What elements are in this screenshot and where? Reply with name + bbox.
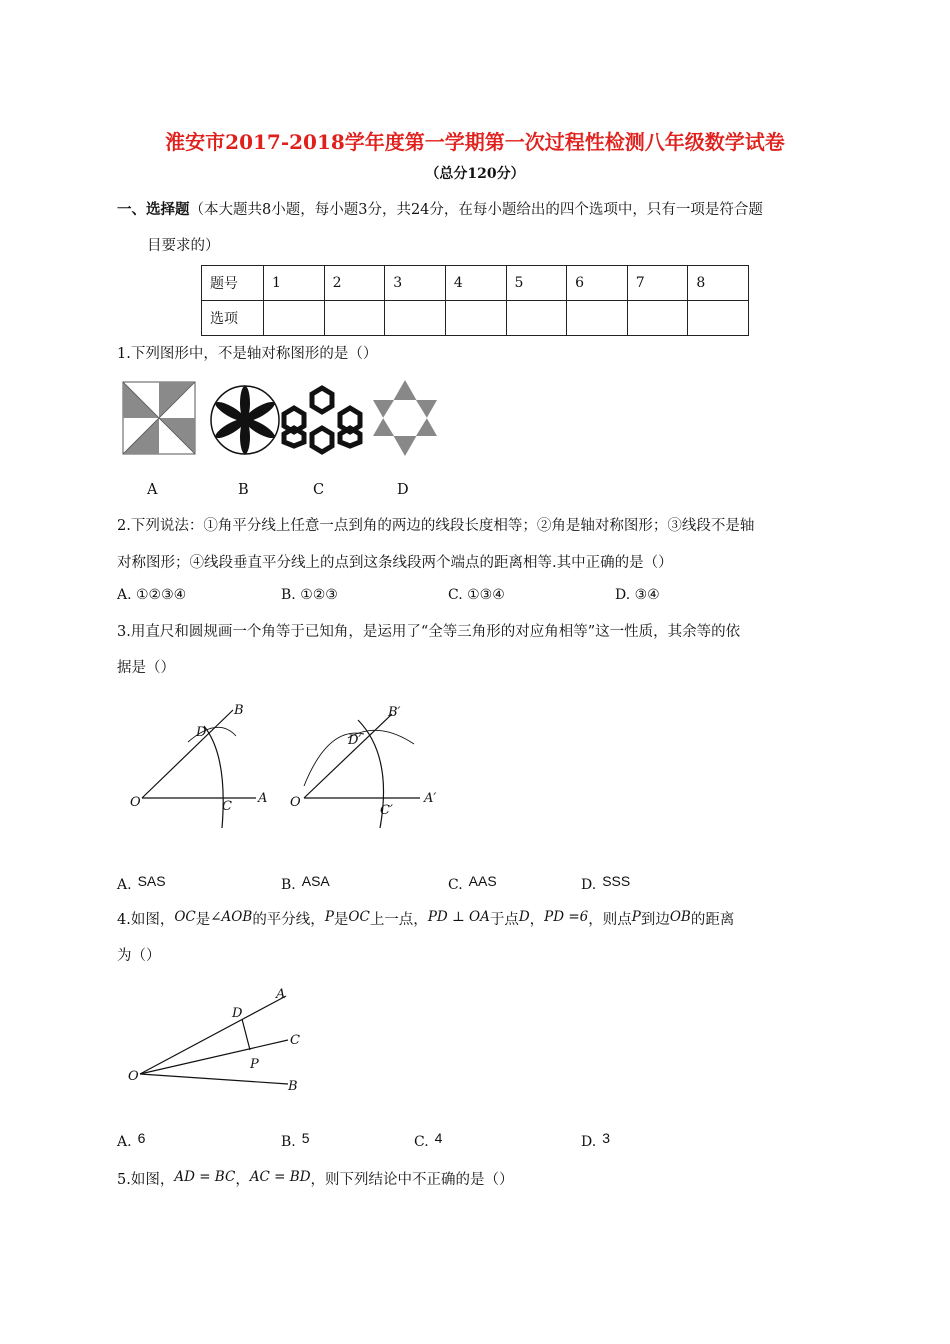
- table-row: [202, 266, 749, 301]
- q3-line1: 3.用直尺和圆规画一个角等于已知角，是运用了“全等三角形的对应角相等”这一性质，其余等的依: [117, 624, 741, 640]
- option-letter: D.: [581, 1134, 597, 1150]
- q1-figures: [118, 376, 448, 466]
- hexagon-ring-figure: [284, 388, 360, 452]
- q1-label-b: B: [238, 482, 249, 498]
- q4-text: 4.如图，: [117, 912, 175, 928]
- answer-cell[interactable]: [506, 301, 567, 336]
- q4-math: P: [631, 909, 641, 925]
- q4-label-d: D: [232, 1006, 243, 1021]
- q3-option-a[interactable]: [117, 873, 166, 893]
- q4-math: D: [518, 909, 530, 925]
- option-value: SSS: [602, 873, 631, 889]
- q4-text: ，则点: [588, 912, 632, 928]
- option-letter: A.: [117, 877, 132, 893]
- section-desc-line2: 目要求的）: [147, 238, 220, 254]
- q2-option-b[interactable]: B. ①②③: [281, 587, 338, 603]
- q4-text: 是: [195, 912, 211, 928]
- q3-left-label-o: O: [130, 795, 141, 810]
- answer-cell[interactable]: [688, 301, 749, 336]
- option-value: ASA: [301, 873, 330, 889]
- option-value: 3: [602, 1130, 610, 1146]
- option-value: 5: [301, 1130, 310, 1146]
- q3-left-label-d: D: [196, 725, 207, 740]
- q2-option-a[interactable]: A. ①②③④: [117, 587, 187, 603]
- q5-math: AD = BC: [174, 1169, 236, 1185]
- section-desc-line1: （本大题共8小题，每小题3分，共24分，在每小题给出的四个选项中，只有一项是符合题: [189, 202, 763, 218]
- q4-text: 到边: [640, 912, 670, 928]
- q3-figures: [118, 696, 458, 836]
- q3-left-label-c: C: [222, 799, 232, 814]
- q5-text: 5.如图，: [117, 1172, 175, 1188]
- option-letter: C.: [414, 1134, 429, 1150]
- q3-right-label-a: A′: [424, 791, 437, 806]
- q4-text: 于点: [489, 912, 519, 928]
- question-number: 1: [264, 266, 325, 301]
- section-heading: 一、选择题: [117, 201, 190, 218]
- question-number: 5: [506, 266, 567, 301]
- q4-option-a[interactable]: [117, 1130, 146, 1150]
- option-letter: A.: [117, 1134, 132, 1150]
- section-intro: [117, 198, 763, 219]
- hexagram-figure: [373, 380, 437, 456]
- page-subtitle: （总分120分）: [425, 166, 525, 182]
- q2-option-c[interactable]: C. ①③④: [448, 587, 505, 603]
- q1-label-a: A: [147, 482, 158, 498]
- q4-option-c[interactable]: [414, 1130, 443, 1150]
- q4-text: 的平分线，: [252, 912, 325, 928]
- q4-text: 是: [333, 912, 349, 928]
- answer-cell[interactable]: [627, 301, 688, 336]
- q2-line1: 2.下列说法：①角平分线上任意一点到角的两边的线段长度相等；②角是轴对称图形；③线段不是轴: [117, 518, 755, 534]
- q4-option-b[interactable]: [281, 1130, 310, 1150]
- q4-text: ，: [529, 912, 545, 928]
- q4-math: PD =6: [544, 909, 589, 925]
- q4-label-o: O: [128, 1069, 139, 1084]
- q3-right-label-c: C′: [380, 803, 393, 818]
- question-number: 3: [385, 266, 446, 301]
- answer-cell[interactable]: [324, 301, 385, 336]
- q5-stem: [117, 1168, 514, 1189]
- q3-option-c[interactable]: [448, 873, 497, 893]
- pinwheel-figure: [123, 382, 195, 454]
- q4-line1: [117, 908, 734, 929]
- q2-option-d[interactable]: D. ③④: [615, 587, 660, 603]
- q3-option-b[interactable]: [281, 873, 330, 893]
- q4-math: P: [324, 909, 334, 925]
- option-letter: D.: [581, 877, 597, 893]
- angle-figure-copy: [304, 714, 420, 828]
- question-number: 7: [627, 266, 688, 301]
- question-number: 2: [324, 266, 385, 301]
- q5-math: AC = BD: [249, 1169, 311, 1185]
- q4-text: 的距离: [690, 912, 735, 928]
- answer-cell[interactable]: [385, 301, 446, 336]
- q4-figure: [118, 980, 318, 1100]
- q4-math: OC: [348, 909, 370, 925]
- q4-label-b: B: [288, 1079, 298, 1094]
- option-letter: B.: [281, 1134, 296, 1150]
- q1-label-c: C: [313, 482, 325, 498]
- option-letter: C.: [448, 877, 463, 893]
- q4-option-d[interactable]: [581, 1130, 610, 1150]
- answer-cell[interactable]: [264, 301, 325, 336]
- q5-text: ，: [235, 1172, 250, 1188]
- q3-option-d[interactable]: [581, 873, 631, 893]
- option-value: AAS: [468, 873, 497, 889]
- table-row: [202, 301, 749, 336]
- q1-stem: 1.下列图形中，不是轴对称图形的是（）: [117, 346, 378, 362]
- answer-cell[interactable]: [567, 301, 628, 336]
- q3-left-label-b: B: [234, 703, 244, 718]
- q4-text: 上一点，: [369, 912, 428, 928]
- q3-left-label-a: A: [258, 791, 268, 806]
- q2-line2: 对称图形；④线段垂直平分线上的点到这条线段两个端点的距离相等.其中正确的是（）: [117, 555, 673, 571]
- answer-cell[interactable]: [445, 301, 506, 336]
- q4-label-a: A: [276, 987, 286, 1002]
- q4-math: ∠AOB: [210, 909, 253, 925]
- question-number: 6: [567, 266, 628, 301]
- option-value: SAS: [137, 873, 166, 889]
- answer-table: [201, 265, 749, 336]
- option-value: 6: [137, 1130, 146, 1146]
- q3-right-label-o: O: [290, 795, 301, 810]
- q4-math: OC: [174, 909, 196, 925]
- q3-right-label-b: B′: [388, 705, 401, 720]
- q4-line2: 为（）: [117, 948, 161, 964]
- page-title: 淮安市2017-2018学年度第一学期第一次过程性检测八年级数学试卷: [165, 130, 785, 154]
- flower-figure: [211, 386, 279, 454]
- q1-label-d: D: [397, 482, 409, 498]
- q3-line2: 据是（）: [117, 660, 175, 676]
- row-label: 题号: [202, 266, 264, 301]
- q4-math: OB: [669, 909, 691, 925]
- q4-math: PD ⊥ OA: [427, 909, 490, 925]
- q4-label-c: C: [290, 1033, 300, 1048]
- option-value: 4: [434, 1130, 443, 1146]
- row-label: 选项: [202, 301, 264, 336]
- question-number: 8: [688, 266, 749, 301]
- option-letter: B.: [281, 877, 296, 893]
- q3-right-label-d: D′: [348, 733, 362, 748]
- question-number: 4: [445, 266, 506, 301]
- q5-text: ，则下列结论中不正确的是（）: [310, 1172, 514, 1188]
- q4-label-p: P: [250, 1057, 259, 1072]
